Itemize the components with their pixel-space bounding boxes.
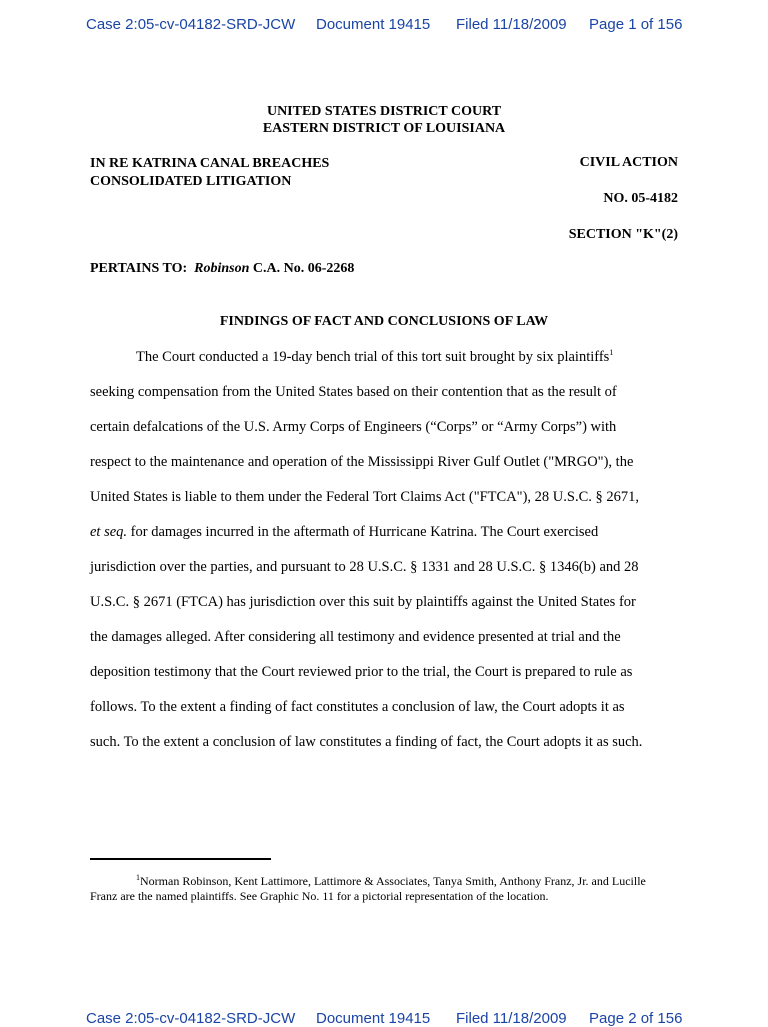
body-line: such. To the extent a conclusion of law constitutes a finding of fact, the Court adopts it as such.: [90, 734, 643, 750]
page-number: Page 1 of 156: [589, 16, 683, 33]
section-label: SECTION "K"(2): [568, 227, 678, 242]
court-name: UNITED STATES DISTRICT COURT: [266, 104, 502, 119]
body-line: The Court conducted a 19-day bench trial of this tort suit brought by six plaintiffs$^1$: [136, 348, 614, 365]
page-number: Page 2 of 156: [589, 1010, 683, 1027]
civil-action-label: CIVIL ACTION: [579, 155, 678, 170]
body-line: jurisdiction over the parties, and pursuant to 28 U.S.C. § 1331 and 28 U.S.C. § 1346(b) and 28: [90, 559, 639, 575]
filed-date: Filed 11/18/2009: [456, 1010, 567, 1027]
pertains-case: C.A. No. 06-2268: [252, 261, 355, 276]
caption-title: [90, 155, 329, 191]
body-line: U.S.C. § 2671 (FTCA) has jurisdiction over this suit by plaintiffs against the United States for: [90, 594, 636, 610]
body-line: the damages alleged. After considering all testimony and evidence presented at trial and the: [90, 629, 621, 645]
body-line: seeking compensation from the United States based on their contention that as the result of: [90, 384, 617, 400]
body-line: United States is liable to them under the Federal Tort Claims Act ("FTCA"), 28 U.S.C. § 2671,: [90, 489, 640, 505]
body-line: deposition testimony that the Court reviewed prior to the trial, the Court is prepared to rule as: [90, 664, 633, 680]
document-title: FINDINGS OF FACT AND CONCLUSIONS OF LAW: [219, 314, 549, 329]
pertains-party: Robinson: [194, 261, 250, 276]
court-district: EASTERN DISTRICT OF LOUISIANA: [262, 121, 506, 136]
footnote-separator: [90, 858, 271, 860]
caption-line-2: CONSOLIDATED LITIGATION: [90, 174, 292, 189]
footnote-line: $^1$Norman Robinson, Kent Lattimore, Lattimore & Associates, Tanya Smith, Anthony Franz, Jr. and Lucille: [136, 873, 646, 888]
pertains-label: PERTAINS TO:: [90, 261, 188, 276]
footnote-number: 1: [136, 873, 140, 882]
caption-line-1: IN RE KATRINA CANAL BREACHES: [90, 156, 330, 171]
case-number: Case 2:05-cv-04182-SRD-JCW: [86, 16, 296, 33]
body-line: et seq. for damages incurred in the aftermath of Hurricane Katrina. The Court exercised: [90, 524, 599, 540]
document-number: Document 19415: [316, 16, 431, 33]
footnote-marker: 1: [609, 348, 614, 358]
case-number: Case 2:05-cv-04182-SRD-JCW: [86, 1010, 296, 1027]
pertains-to: [90, 261, 354, 277]
filed-date: Filed 11/18/2009: [456, 16, 567, 33]
body-line: follows. To the extent a finding of fact constitutes a conclusion of law, the Court adopts it as: [90, 699, 625, 715]
civil-action-number: NO. 05-4182: [603, 191, 678, 206]
body-line: respect to the maintenance and operation of the Mississippi River Gulf Outlet ("MRGO"), the: [90, 454, 634, 470]
footnote-line: Franz are the named plaintiffs. See Graphic No. 11 for a pictorial representation of the location.: [90, 889, 549, 903]
body-line: certain defalcations of the U.S. Army Corps of Engineers (“Corps” or “Army Corps”) with: [90, 419, 617, 435]
document-number: Document 19415: [316, 1010, 431, 1027]
